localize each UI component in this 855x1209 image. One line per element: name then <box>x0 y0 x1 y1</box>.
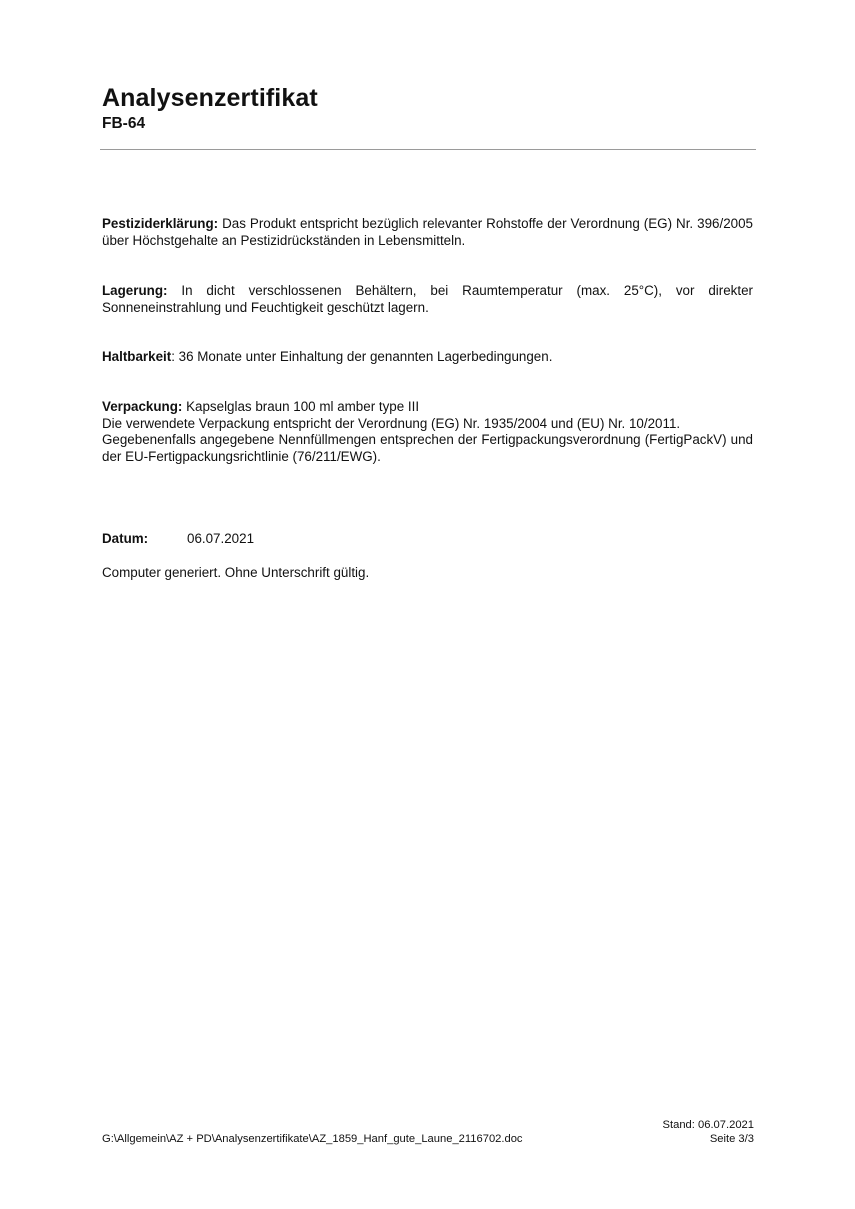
section-label: Lagerung: <box>102 283 168 298</box>
section-paragraph <box>102 416 753 433</box>
section-haltbarkeit <box>102 349 753 366</box>
section-paragraph <box>102 399 753 416</box>
title-divider <box>100 149 756 150</box>
section-paragraph <box>102 283 753 316</box>
section-paragraph <box>102 349 753 366</box>
footer-meta <box>663 1118 754 1146</box>
section-label: Pestiziderklärung: <box>102 216 219 231</box>
section-text: Gegebenenfalls angegebene Nennfüllmengen entsprechen der Fertigpackungsverordnung (FertigPackV) und der EU-Fertigpackungsrichtlinie (76/211/EWG). <box>102 432 753 464</box>
section-lagerung <box>102 283 753 316</box>
footer-stand: Stand: 06.07.2021 <box>662 1119 754 1131</box>
section-text: Das Produkt entspricht bezüglich relevanter Rohstoffe der Verordnung (EG) Nr. 396/2005 über Höchstgehalte an Pestizidrückständen in Lebensmitteln. <box>102 216 753 248</box>
generated-note: Computer generiert. Ohne Unterschrift gültig. <box>102 565 370 580</box>
section-pestiziderklaerung <box>102 216 753 249</box>
section-text: : 36 Monate unter Einhaltung der genannten Lagerbedingungen. <box>171 349 553 364</box>
datum-value: 06.07.2021 <box>187 531 255 546</box>
footer-file-path: G:\Allgemein\AZ + PD\Analysenzertifikate\AZ_1859_Hanf_gute_Laune_2116702.doc <box>102 1133 523 1145</box>
datum-row <box>102 531 254 548</box>
section-paragraph <box>102 432 753 465</box>
document-code: FB-64 <box>102 115 146 132</box>
datum-label: Datum: <box>102 531 149 546</box>
section-paragraph <box>102 216 753 249</box>
footer-page-number: Seite 3/3 <box>709 1133 754 1145</box>
page-title: Analysenzertifikat <box>102 84 318 112</box>
section-text: Die verwendete Verpackung entspricht der Verordnung (EG) Nr. 1935/2004 und (EU) Nr. 10/2011. <box>102 415 681 431</box>
section-text: In dicht verschlossenen Behältern, bei Raumtemperatur (max. 25°C), vor direkter Sonneneinstrahlung und Feuchtigkeit geschützt lagern. <box>102 283 753 315</box>
section-label: Haltbarkeit <box>102 349 172 364</box>
section-verpackung <box>102 399 753 465</box>
section-label: Verpackung: <box>102 399 183 414</box>
section-text: Kapselglas braun 100 ml amber type III <box>182 399 420 414</box>
